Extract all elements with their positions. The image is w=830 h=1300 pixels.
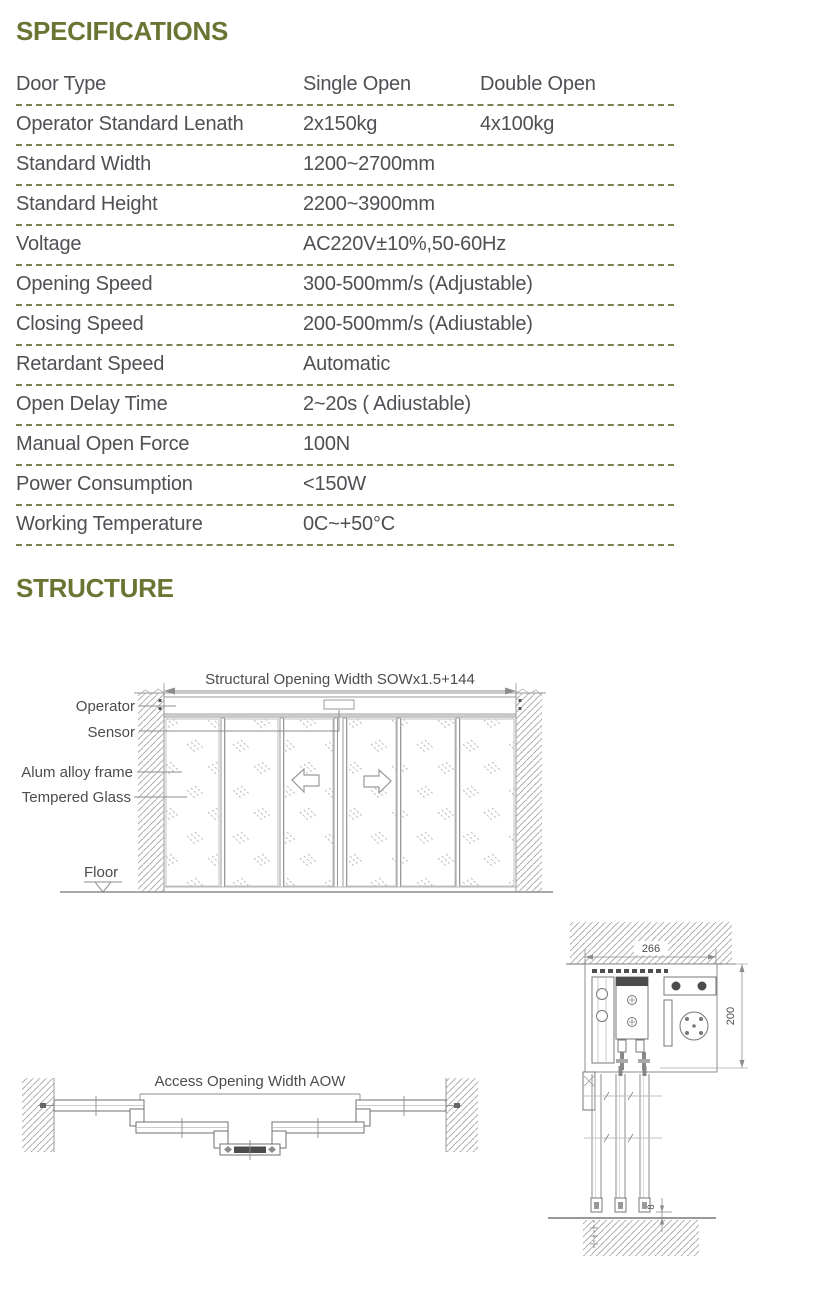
spec-value-1: 2~20s ( Adiustable) bbox=[303, 393, 471, 415]
table-row bbox=[16, 266, 674, 306]
wall-right bbox=[516, 693, 542, 892]
spec-value-1: 1200~2700mm bbox=[303, 153, 435, 175]
spec-value-2: Double Open bbox=[480, 73, 596, 95]
elevation-view bbox=[21, 671, 553, 892]
dim-200: 200 bbox=[725, 1006, 737, 1026]
spec-value-1: 100N bbox=[303, 433, 351, 455]
spec-value-1: Single Open bbox=[303, 73, 411, 95]
table-row bbox=[16, 226, 674, 266]
spec-value-1: 0C~+50°C bbox=[303, 513, 396, 535]
structure-heading: STRUCTURE bbox=[16, 573, 174, 603]
label-floor: Floor bbox=[84, 864, 119, 881]
spec-value-2: 4x100kg bbox=[480, 113, 555, 135]
spec-row-label: Closing Speed bbox=[16, 313, 144, 335]
spec-row-label: Operator Standard Lenath bbox=[16, 113, 244, 135]
spec-value-1: 2x150kg bbox=[303, 113, 378, 135]
plan-wall-right bbox=[446, 1078, 478, 1152]
label-operator: Operator bbox=[75, 698, 135, 715]
spec-value-1: 300-500mm/s (Adjustable) bbox=[303, 273, 533, 295]
spec-value-1: <150W bbox=[303, 473, 366, 495]
spec-row-label: Open Delay Time bbox=[16, 393, 168, 415]
plan-view bbox=[22, 1073, 478, 1160]
table-row bbox=[16, 346, 674, 386]
table-row bbox=[16, 186, 674, 226]
label-tempered-glass: Tempered Glass bbox=[21, 789, 131, 806]
spec-row-label: Power Consumption bbox=[16, 473, 193, 495]
dim-8: 8 bbox=[646, 1204, 656, 1210]
specifications-heading: SPECIFICATIONS bbox=[16, 16, 229, 46]
wall-left bbox=[138, 693, 164, 892]
door-rails bbox=[591, 1066, 650, 1212]
plan-wall-left bbox=[22, 1078, 54, 1152]
section-floor bbox=[583, 1220, 699, 1256]
section-view bbox=[548, 922, 748, 1256]
spec-row-label: Working Temperature bbox=[16, 513, 203, 535]
spec-row-label: Door Type bbox=[16, 73, 107, 95]
dim-label-aow: Access Opening Width AOW bbox=[154, 1073, 346, 1090]
spec-row-label: Standard Width bbox=[16, 153, 152, 175]
spec-value-1: AC220V±10%,50-60Hz bbox=[303, 233, 507, 255]
spec-row-label: Manual Open Force bbox=[16, 433, 190, 455]
table-row bbox=[16, 466, 674, 506]
sensor-box bbox=[324, 700, 354, 709]
label-alum-alloy-frame: Alum alloy frame bbox=[21, 764, 133, 781]
table-row bbox=[16, 306, 674, 346]
spec-value-1: Automatic bbox=[303, 353, 391, 375]
spec-row-label: Opening Speed bbox=[16, 273, 153, 295]
spec-value-1: 2200~3900mm bbox=[303, 193, 435, 215]
dim-label-sow: Structural Opening Width SOWx1.5+144 bbox=[205, 671, 475, 688]
label-sensor: Sensor bbox=[87, 724, 135, 741]
spec-row-label: Standard Height bbox=[16, 193, 158, 215]
table-row bbox=[16, 106, 674, 146]
table-row bbox=[16, 506, 674, 546]
table-row bbox=[16, 386, 674, 426]
spec-row-label: Voltage bbox=[16, 233, 82, 255]
table-row bbox=[16, 66, 674, 106]
specifications-table bbox=[16, 66, 674, 546]
table-row bbox=[16, 146, 674, 186]
dim-266: 266 bbox=[641, 943, 661, 955]
spec-value-1: 200-500mm/s (Adiustable) bbox=[303, 313, 533, 335]
table-row bbox=[16, 426, 674, 466]
glass-panels bbox=[166, 719, 514, 886]
floor-datum-icon bbox=[95, 882, 111, 892]
spec-row-label: Retardant Speed bbox=[16, 353, 165, 375]
structure-diagram bbox=[0, 640, 830, 1300]
